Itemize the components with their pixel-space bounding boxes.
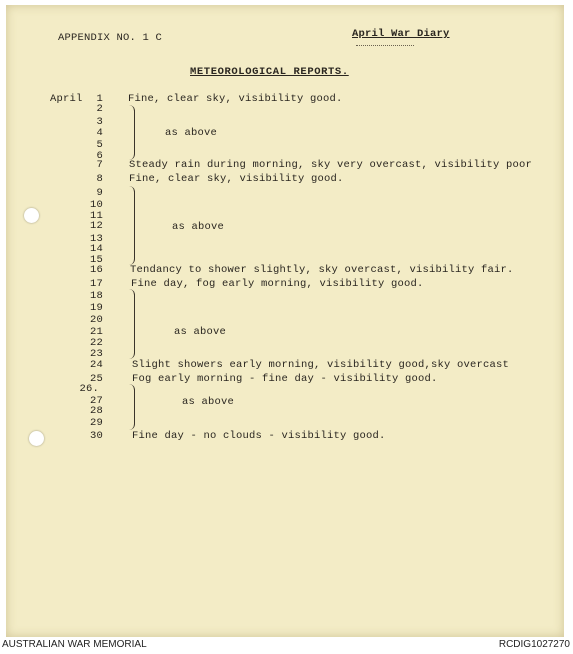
day-number: 30 [89,430,103,442]
ditto-brace [128,289,135,359]
day-number: 19 [89,302,103,314]
entry-april-30: Fine day - no clouds - visibility good. [132,430,386,442]
day-number: 1 [96,93,103,105]
day-number: 12 [89,220,103,232]
ditto-brace [128,384,135,430]
day-number: 27 [89,395,103,407]
day-number: 11 [89,210,103,222]
day-number: 9 [96,187,103,199]
day-number: 2 [96,103,103,115]
entry-april-1: Fine, clear sky, visibility good. [128,93,343,105]
appendix-heading: APPENDIX NO. 1 C [58,32,163,44]
day-number: 18 [89,290,103,302]
day-number: 8 [96,173,103,185]
entry-april-25: Fog early morning - fine day - visibility good. [132,373,438,385]
ditto-brace [128,105,135,160]
day-number: 5 [96,139,103,151]
day-number: 28 [89,405,103,417]
entry-as-above: as above [174,326,227,338]
entry-as-above: as above [182,396,235,408]
day-number: 6 [96,150,103,162]
day-number: 16 [89,264,103,276]
day-number: 15 [89,254,103,266]
diary-title: April War Diary [352,28,450,40]
day-number: 17 [89,278,103,290]
document-title: METEOROLOGICAL REPORTS. [190,66,349,78]
day-number: 7 [96,159,103,171]
day-number: 13 [89,233,103,245]
entry-april-7: Steady rain during morning, sky very overcast, visibility poor [129,159,533,171]
footer-credit: AUSTRALIAN WAR MEMORIAL [2,639,147,650]
entry-april-8: Fine, clear sky, visibility good. [129,173,344,185]
day-number: 25 [89,373,103,385]
entry-as-above: as above [172,221,225,233]
day-number: 3 [96,116,103,128]
day-number: 29 [89,417,103,429]
entry-as-above: as above [165,127,218,139]
dotted-rule [356,45,414,46]
entry-april-24: Slight showers early morning, visibility good,sky overcast [132,359,510,371]
day-number: 4 [96,127,103,139]
day-number: 10 [89,199,103,211]
entry-april-17: Fine day, fog early morning, visibility good. [131,278,424,290]
footer-reference: RCDIG1027270 [498,639,570,650]
ditto-brace [128,186,135,265]
day-number: 21 [89,326,103,338]
day-number: 23 [89,348,103,360]
day-number: 14 [89,243,103,255]
day-number: 24 [89,359,103,371]
punch-hole [24,208,39,223]
punch-hole [29,431,44,446]
day-number: 22 [89,337,103,349]
entry-april-16: Tendancy to shower slightly, sky overcast, visibility fair. [130,264,514,276]
month-label: April [50,93,83,105]
day-number: 20 [89,314,103,326]
day-number: 26. [79,383,99,395]
